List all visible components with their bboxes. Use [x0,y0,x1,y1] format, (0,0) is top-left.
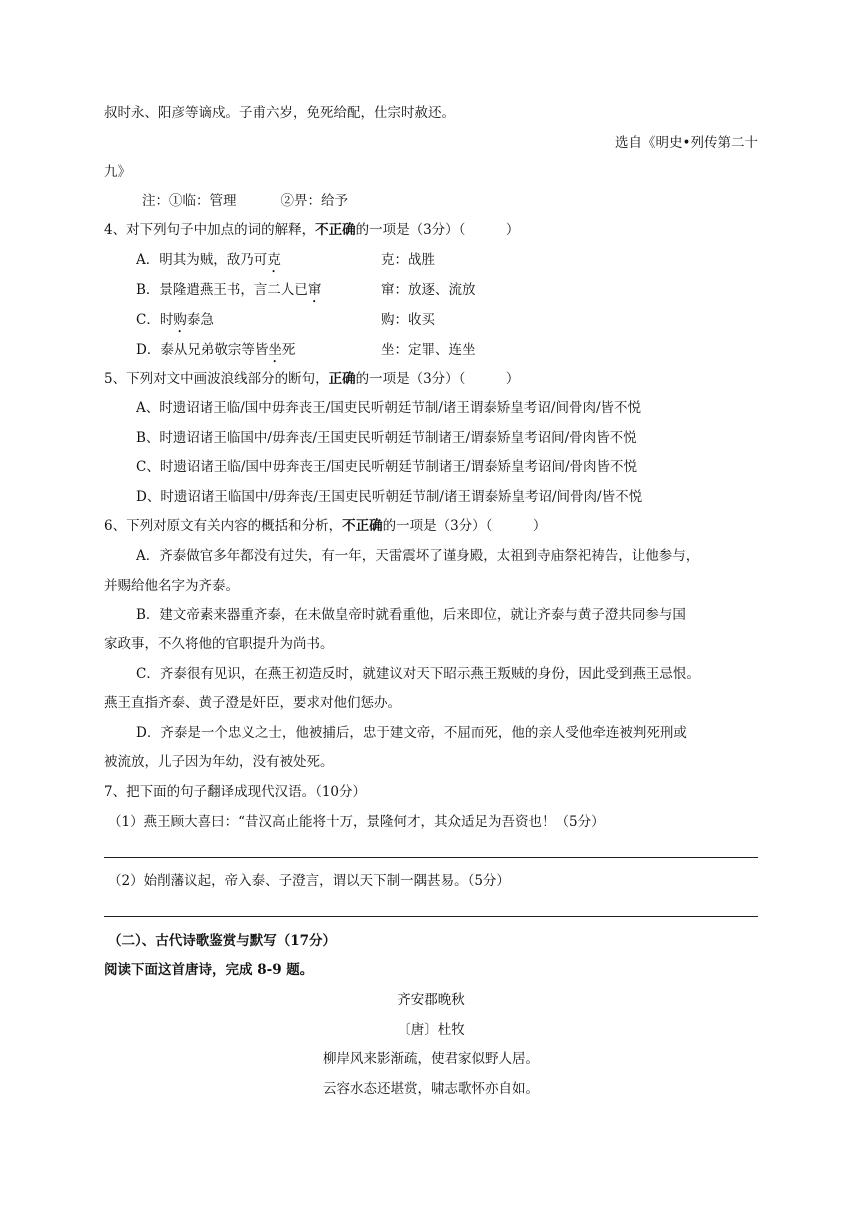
option-gloss: 坐：定罪、连坐 [381,342,476,358]
q5-option-b[interactable]: B、时遗诏诸王临国中/毋奔丧/王国吏民听朝廷节制诸王/谓泰矫皇考诏间/骨肉皆不悦 [136,430,637,446]
poem-title: 齐安郡晚秋 [397,992,465,1008]
source-citation-cont: 九》 [104,164,131,180]
poem-line-1: 柳岸风来影渐疏，使君家似野人居。 [323,1051,539,1067]
q7-stem: 7、把下面的句子翻译成现代汉语。（10分） [104,784,367,800]
q5-option-c[interactable]: C、时遗诏诸王临/国中毋奔丧王/国吏民听朝廷节制诸王/谓泰矫皇考诏间/骨肉皆不悦 [136,459,638,475]
q6-option-b[interactable]: B．建文帝素来器重齐泰，在未做皇帝时就看重他，后来即位，就让齐泰与黄子澄共同参与国 [136,607,686,623]
q5-stem [104,369,758,389]
note-2: ②畀：给予 [280,193,348,209]
option-gloss: 窜：放逐、流放 [381,282,476,298]
source-citation: 选自《明史•列传第二十 [615,135,758,151]
option-gloss: 购：收买 [381,312,435,328]
option-text-tail: 死 [281,342,296,358]
note-1: ①临：管理 [169,193,237,209]
note-prefix: 注： [142,193,169,209]
q4-stem-emphasis: 不正确 [315,222,356,238]
dotted-word: 购 [173,312,187,328]
q5-stem-tail: 的一项是（3分）（ ） [355,371,520,387]
q5-option-a[interactable]: A、时遗诏诸王临/国中毋奔丧王/国吏民听朝廷节制/诸王谓泰矫皇考诏/间骨肉/皆不悦 [136,400,641,416]
poem-line-2: 云容水态还堪赏，啸志歌怀亦自如。 [323,1081,539,1097]
option-gloss: 克：战胜 [381,252,435,268]
section-heading: （二）、古代诗歌鉴赏与默写（17分） [108,933,337,949]
q7-sentence-2: （2）始削藩议起，帝入泰、子澄言，谓以天下制一隅甚易。（5分） [108,873,510,889]
q6-stem-text: 6、下列对原文有关内容的概括和分析， [104,518,343,534]
q4-option-b[interactable] [136,280,790,306]
q6-stem-emphasis: 不正确 [342,518,383,534]
q6-option-a-cont: 并赐给他名字为齐泰。 [104,578,239,594]
q4-stem-tail: 的一项是（3分）（ ） [355,222,520,238]
q4-option-d[interactable] [136,340,790,366]
annotations [142,191,796,211]
q4-stem [104,220,758,240]
dotted-word: 克 [267,252,281,268]
option-text-tail: 泰急 [186,312,214,328]
option-text: C．时 [136,312,174,328]
q7-sentence-1: （1）燕王顾大喜曰：“昔汉高止能将十万，景隆何才，其众适足为吾资也！（5分） [108,814,605,830]
option-text: B．景隆遣燕王书，言二人已 [136,282,308,298]
q5-stem-emphasis: 正确 [328,371,356,387]
q6-option-a[interactable]: A．齐泰做官多年都没有过失，有一年，天雷震坏了谨身殿，太祖到寺庙祭祀祷告，让他参与， [136,548,700,564]
q4-option-a[interactable] [136,250,790,276]
q6-option-d[interactable]: D．齐泰是一个忠义之士，他被捕后，忠于建文帝，不屈而死，他的亲人受他牵连被判死刑或 [136,725,687,741]
q6-option-b-cont: 家政事，不久将他的官职提升为尚书。 [104,636,334,652]
q4-stem-text: 4、对下列句子中加点的词的解释， [104,222,316,238]
answer-line-1[interactable] [104,857,758,858]
option-text: A．明其为贼，敌乃可 [136,252,268,268]
dotted-word: 坐 [268,342,282,358]
q6-stem-tail: 的一项是（3分）（ ） [382,518,547,534]
q6-stem [104,516,758,536]
section-instruction: 阅读下面这首唐诗，完成 8-9 题。 [104,962,314,978]
q5-stem-text: 5、下列对文中画波浪线部分的断句， [104,371,329,387]
answer-line-2[interactable] [104,916,758,917]
q6-option-c-cont: 燕王直指齐泰、黄子澄是奸臣，要求对他们惩办。 [104,695,401,711]
option-text: D．泰从兄弟敬宗等皆 [136,342,269,358]
q6-option-d-cont: 被流放，儿子因为年幼，没有被处死。 [104,754,334,770]
q5-option-d[interactable]: D、时遗诏诸王临国中/毋奔丧/王国吏民听朝廷节制/诸王谓泰矫皇考诏/间骨肉/皆不悦 [136,489,643,505]
passage-end: 叔时永、阳彦等谪戍。子甫六岁，免死给配，仕宗时赦还。 [104,105,455,121]
q6-option-c[interactable]: C．齐泰很有见识，在燕王初造反时，就建议对天下昭示燕王叛贼的身份，因此受到燕王忌恨。 [136,666,700,682]
dotted-word: 窜 [307,282,322,298]
q4-option-c[interactable] [136,310,790,336]
poem-author: 〔唐〕杜牧 [397,1022,465,1038]
